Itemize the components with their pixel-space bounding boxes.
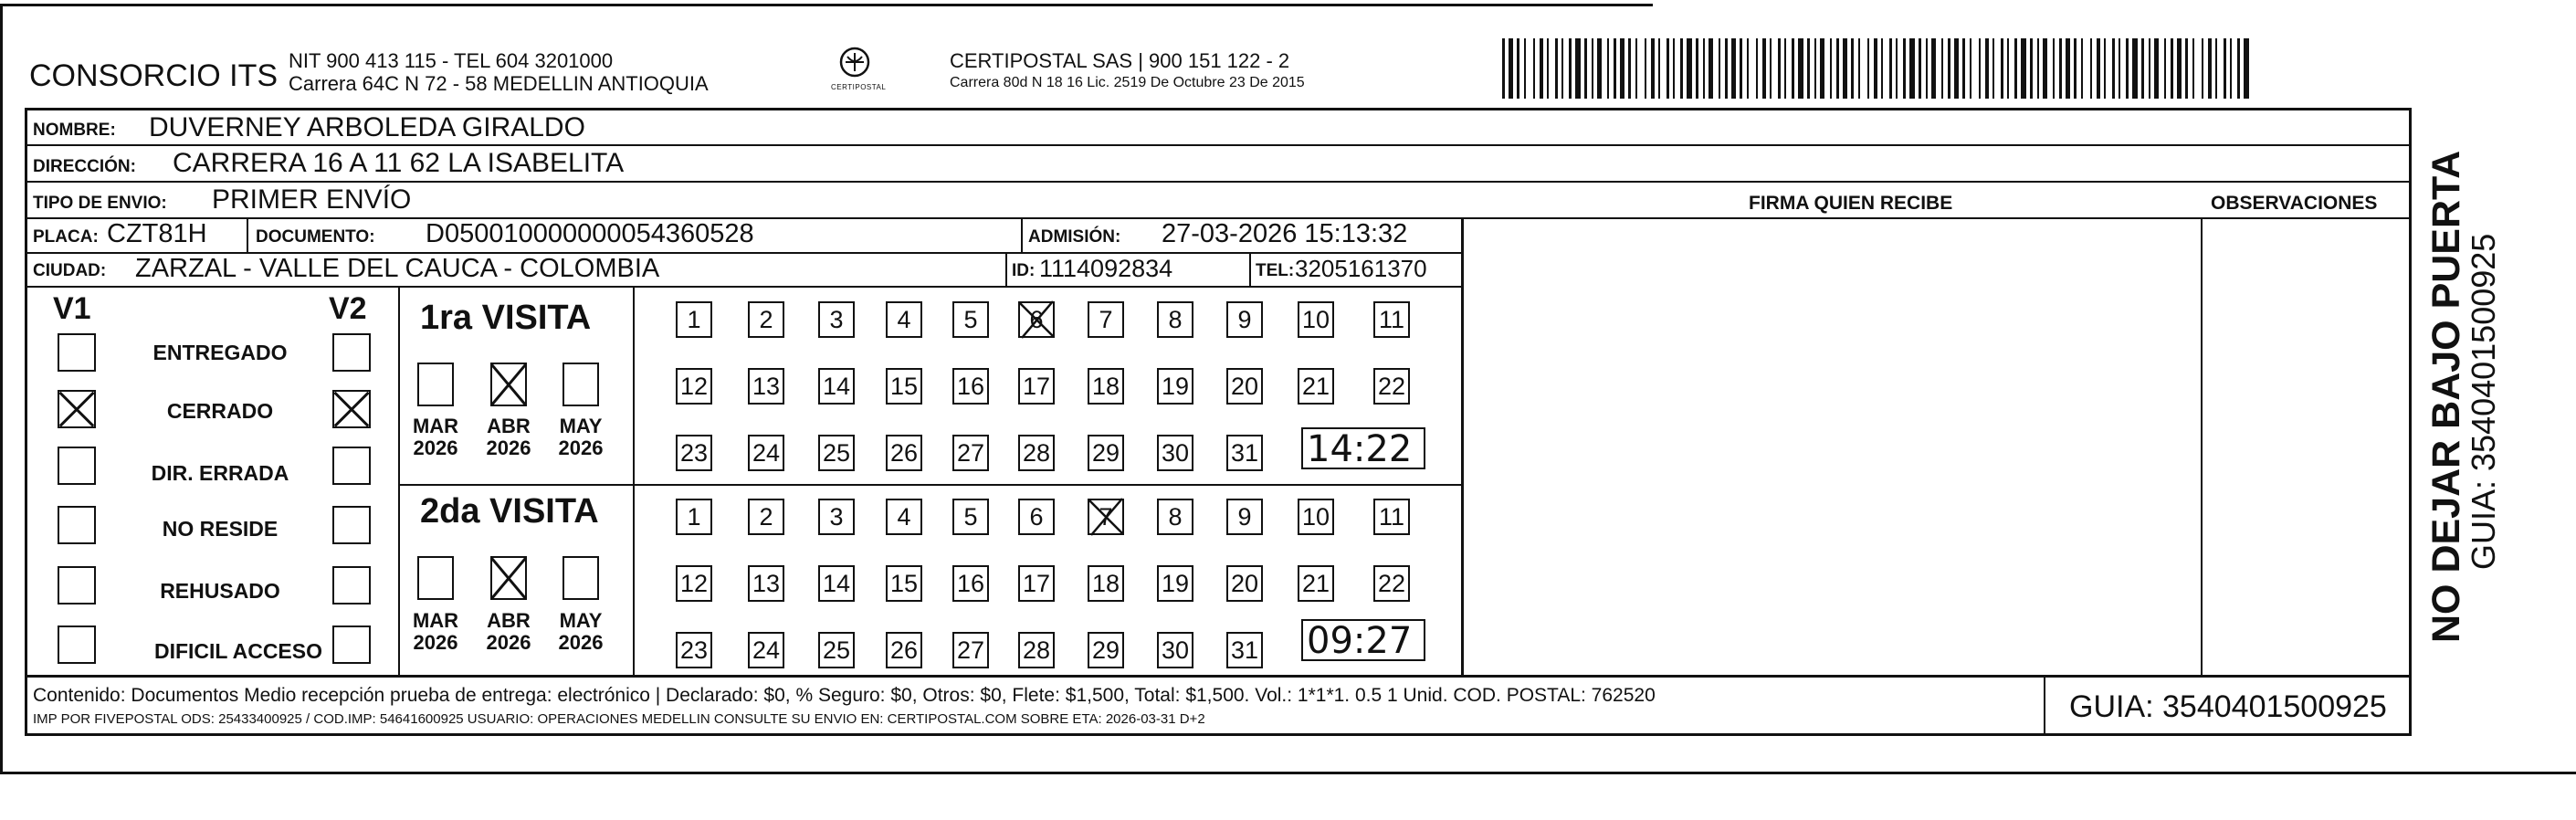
first-visit-month-may-label: MAY 2026 [558,415,604,460]
footer-content-line: Contenido: Documentos Medio recepción prueba de entrega: electrónico | Declarado: $0, % Seguro: $0, Otros: $0, Flete: $1,500, Total: $1,500. Vol.: 1*1*1. 0.5 1 Unid. COD. POSTAL: 762520 [33,685,1656,706]
side-guia: GUIA: 3540401500925 [2465,233,2502,570]
v1-checkbox-cerrado[interactable] [58,390,96,428]
no-dejar-bajo-puerta: NO DEJAR BAJO PUERTA [2424,150,2468,643]
first-visit-day-8[interactable]: 8 [1157,301,1193,338]
status-label-dir-errada: DIR. ERRADA [151,461,289,485]
admision-label: ADMISIÓN: [1028,227,1121,247]
second-visit-day-29[interactable]: 29 [1088,632,1124,668]
first-visit-day-3[interactable]: 3 [818,301,855,338]
first-visit-day-14[interactable]: 14 [818,368,855,405]
company-name: CONSORCIO ITS [29,58,279,93]
observaciones-label: OBSERVACIONES [2211,193,2378,214]
second-visit-day-7[interactable]: 7 [1088,499,1124,535]
tel-label: TEL: [1256,261,1295,280]
first-visit-day-22[interactable]: 22 [1373,368,1410,405]
second-visit-day-18[interactable]: 18 [1088,565,1124,602]
barcode [1502,38,2253,99]
first-visit-day-26[interactable]: 26 [886,435,922,471]
carrier-line-2: Carrera 80d N 18 16 Lic. 2519 De Octubre 23 De 2015 [950,75,1305,90]
tel-value: 3205161370 [1295,255,1427,282]
first-visit-day-27[interactable]: 27 [952,435,989,471]
documento-value: D050010000000054360528 [426,219,754,248]
second-visit-month-may-label: MAY 2026 [558,609,604,655]
direccion-label: DIRECCIÓN: [33,157,136,176]
first-visit-day-21[interactable]: 21 [1298,368,1334,405]
nombre-label: NOMBRE: [33,121,116,140]
first-visit-month-may-box[interactable] [563,363,599,406]
status-label-dificil-acceso: DIFICIL ACCESO [153,639,322,663]
second-visit-day-2[interactable]: 2 [748,499,784,535]
first-visit-day-24[interactable]: 24 [748,435,784,471]
v2-checkbox-dir-errada[interactable] [332,447,371,485]
v2-checkbox-entregado[interactable] [332,333,371,372]
footer-guia: GUIA: 3540401500925 [2069,689,2387,724]
second-visit-day-9[interactable]: 9 [1226,499,1263,535]
first-visit-month-abr-box[interactable] [490,363,527,406]
v1-header: V1 [53,291,91,326]
first-visit-time-box[interactable] [1301,427,1425,469]
second-visit-day-3[interactable]: 3 [818,499,855,535]
first-visit-day-9[interactable]: 9 [1226,301,1263,338]
placa-value: CZT81H [107,219,207,248]
second-visit-day-1[interactable]: 1 [676,499,712,535]
first-visit-day-7[interactable]: 7 [1088,301,1124,338]
company-line-2: Carrera 64C N 72 - 58 MEDELLIN ANTIOQUIA [289,72,709,95]
second-visit-day-8[interactable]: 8 [1157,499,1193,535]
second-visit-day-12[interactable]: 12 [676,565,712,602]
first-visit-day-20[interactable]: 20 [1226,368,1263,405]
v1-checkbox-dir-errada[interactable] [58,447,96,485]
second-visit-day-10[interactable]: 10 [1298,499,1334,535]
id-label: ID: [1012,261,1036,280]
left-rule [0,4,3,773]
placa-label: PLACA: [33,227,99,247]
first-visit-day-16[interactable]: 16 [952,368,989,405]
first-visit-month-abr-label: ABR 2026 [486,415,531,460]
first-visit-month-mar-box[interactable] [417,363,454,406]
firma-label: FIRMA QUIEN RECIBE [1749,193,1953,214]
status-label-rehusado: REHUSADO [160,579,280,603]
documento-label: DOCUMENTO: [256,227,375,247]
second-visit-day-13[interactable]: 13 [748,565,784,602]
second-visit-day-24[interactable]: 24 [748,632,784,668]
admision-value: 27-03-2026 15:13:32 [1162,219,1408,248]
second-visit-day-7-mark [1084,495,1128,539]
second-visit-day-27[interactable]: 27 [952,632,989,668]
first-visit-day-28[interactable]: 28 [1018,435,1055,471]
v1-checkbox-dificil-acceso[interactable] [58,626,96,664]
first-visit-day-5[interactable]: 5 [952,301,989,338]
second-visit-month-mar-label: MAR 2026 [412,609,459,655]
v2-checkbox-dificil-acceso[interactable] [332,626,371,664]
second-visit-title: 2da VISITA [420,492,599,531]
top-rule [0,4,1653,6]
first-visit-day-15[interactable]: 15 [886,368,922,405]
second-visit-month-mar-box[interactable] [417,556,454,600]
v1-checkbox-entregado[interactable] [58,333,96,372]
v1-checkbox-no-reside[interactable] [58,506,96,544]
tipo-envio-value: PRIMER ENVÍO [212,184,412,215]
first-visit-month-mar-label: MAR 2026 [412,415,459,460]
second-visit-day-16[interactable]: 16 [952,565,989,602]
first-visit-day-19[interactable]: 19 [1157,368,1193,405]
second-visit-month-may-box[interactable] [563,556,599,600]
first-visit-day-25[interactable]: 25 [818,435,855,471]
carrier-line-1: CERTIPOSTAL SAS | 900 151 122 - 2 [950,49,1290,72]
company-line-1: NIT 900 413 115 - TEL 604 3201000 [289,49,614,72]
second-visit-day-15[interactable]: 15 [886,565,922,602]
second-visit-day-25[interactable]: 25 [818,632,855,668]
first-visit-day-13[interactable]: 13 [748,368,784,405]
first-visit-day-1[interactable]: 1 [676,301,712,338]
v2-header: V2 [329,291,367,326]
v2-checkbox-rehusado[interactable] [332,566,371,604]
id-value: 1114092834 [1039,255,1173,282]
tipo-envio-label: TIPO DE ENVIO: [33,194,167,213]
first-visit-day-6-mark [1015,298,1058,342]
ciudad-label: CIUDAD: [33,261,107,280]
footer-print-line: IMP POR FIVEPOSTAL ODS: 25433400925 / COD.IMP: 54641600925 USUARIO: OPERACIONES MEDELLIN CONSULTE SU ENVIO EN: CERTIPOSTAL.COM SOBRE ETA: 2026-03-31 D+2 [33,711,1205,727]
second-visit-month-abr-label: ABR 2026 [486,609,531,655]
second-visit-day-23[interactable]: 23 [676,632,712,668]
second-visit-day-22[interactable]: 22 [1373,565,1410,602]
first-visit-day-30[interactable]: 30 [1157,435,1193,471]
ciudad-value: ZARZAL - VALLE DEL CAUCA - COLOMBIA [135,254,660,283]
second-visit-day-14[interactable]: 14 [818,565,855,602]
second-visit-day-5[interactable]: 5 [952,499,989,535]
second-visit-day-21[interactable]: 21 [1298,565,1334,602]
v1-checkbox-rehusado[interactable] [58,566,96,604]
first-visit-day-17[interactable]: 17 [1018,368,1055,405]
status-label-cerrado: CERRADO [166,399,274,423]
status-label-entregado: ENTREGADO [152,341,288,364]
second-visit-day-17[interactable]: 17 [1018,565,1055,602]
first-visit-day-31[interactable]: 31 [1226,435,1263,471]
second-visit-day-31[interactable]: 31 [1226,632,1263,668]
first-visit-time: 14:22 [1307,428,1413,470]
first-visit-day-10[interactable]: 10 [1298,301,1334,338]
second-visit-day-19[interactable]: 19 [1157,565,1193,602]
second-visit-day-30[interactable]: 30 [1157,632,1193,668]
first-visit-day-4[interactable]: 4 [886,301,922,338]
certipostal-logo: CERTIPOSTAL [833,44,877,97]
first-visit-day-18[interactable]: 18 [1088,368,1124,405]
second-visit-month-abr-box[interactable] [490,556,527,600]
second-visit-day-6[interactable]: 6 [1018,499,1055,535]
second-visit-day-26[interactable]: 26 [886,632,922,668]
first-visit-day-23[interactable]: 23 [676,435,712,471]
first-visit-day-6[interactable]: 6 [1018,301,1055,338]
status-label-no-reside: NO RESIDE [162,517,279,541]
second-visit-day-11[interactable]: 11 [1373,499,1410,535]
first-visit-day-12[interactable]: 12 [676,368,712,405]
second-visit-day-28[interactable]: 28 [1018,632,1055,668]
second-visit-time: 09:27 [1307,620,1413,662]
second-visit-day-20[interactable]: 20 [1226,565,1263,602]
first-visit-day-2[interactable]: 2 [748,301,784,338]
v2-checkbox-cerrado[interactable] [332,390,371,428]
first-visit-day-29[interactable]: 29 [1088,435,1124,471]
v2-checkbox-no-reside[interactable] [332,506,371,544]
direccion-value: CARRERA 16 A 11 62 LA ISABELITA [173,148,625,178]
first-visit-day-11[interactable]: 11 [1373,301,1410,338]
second-visit-day-4[interactable]: 4 [886,499,922,535]
nombre-value: DUVERNEY ARBOLEDA GIRALDO [149,112,585,142]
bottom-rule [0,772,2576,774]
second-visit-time-box[interactable] [1301,619,1425,661]
first-visit-title: 1ra VISITA [420,299,592,337]
